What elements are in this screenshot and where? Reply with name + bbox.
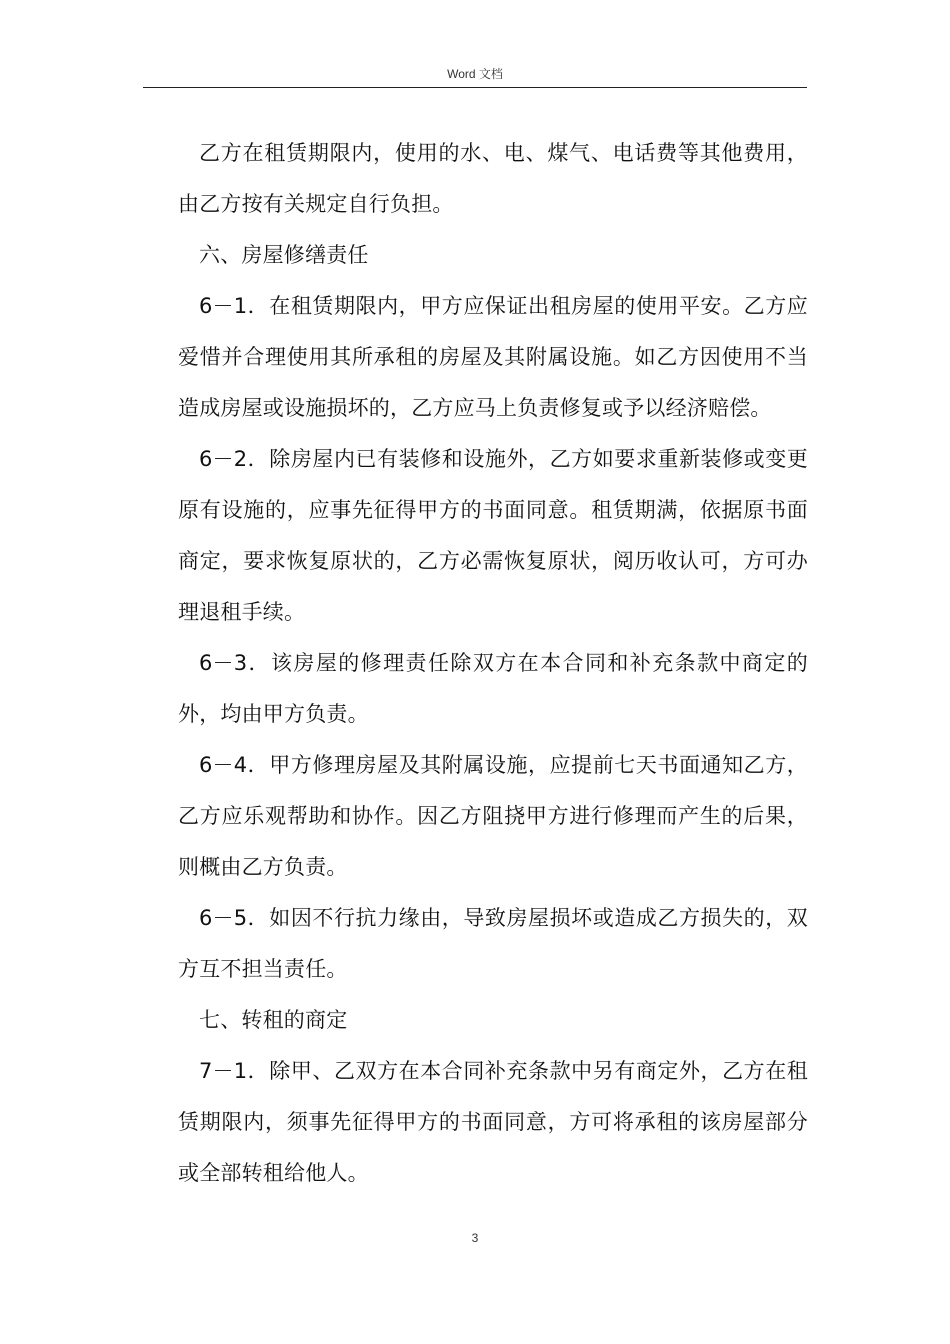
header-rule: [143, 87, 807, 88]
page-number: 3: [471, 1231, 479, 1245]
clause-6-4: 6－4．甲方修理房屋及其附属设施，应提前七天书面通知乙方，乙方应乐观帮助和协作。因乙方阻挠甲方进行修理而产生的后果，则概由乙方负责。: [178, 753, 808, 879]
clause-6-1: 6－1．在租赁期限内，甲方应保证出租房屋的使用平安。乙方应爱惜并合理使用其所承租的房屋及其附属设施。如乙方因使用不当造成房屋或设施损坏的，乙方应马上负责修复或予以经济赔偿。: [178, 294, 808, 420]
clause-6-5: 6－5．如因不行抗力缘由，导致房屋损坏或造成乙方损失的，双方互不担当责任。: [178, 906, 808, 981]
section-heading-repair: 六、房屋修缮责任: [199, 243, 369, 267]
clause-7-1: 7－1．除甲、乙双方在本合同补充条款中另有商定外，乙方在租赁期限内，须事先征得甲方的书面同意，方可将承租的该房屋部分或全部转租给他人。: [178, 1059, 808, 1185]
page-header: Word 文档: [447, 67, 503, 81]
clause-6-3: 6－3．该房屋的修理责任除双方在本合同和补充条款中商定的外，均由甲方负责。: [178, 651, 808, 726]
document-body: [178, 128, 808, 1199]
paragraph-utilities: 乙方在租赁期限内，使用的水、电、煤气、电话费等其他费用，由乙方按有关规定自行负担。: [178, 141, 808, 216]
clause-6-2: 6－2．除房屋内已有装修和设施外，乙方如要求重新装修或变更原有设施的，应事先征得甲方的书面同意。租赁期满，依据原书面商定，要求恢复原状的，乙方必需恢复原状，阅历收认可，方可办理退租手续。: [178, 447, 808, 624]
section-heading-sublease: 七、转租的商定: [199, 1008, 348, 1032]
